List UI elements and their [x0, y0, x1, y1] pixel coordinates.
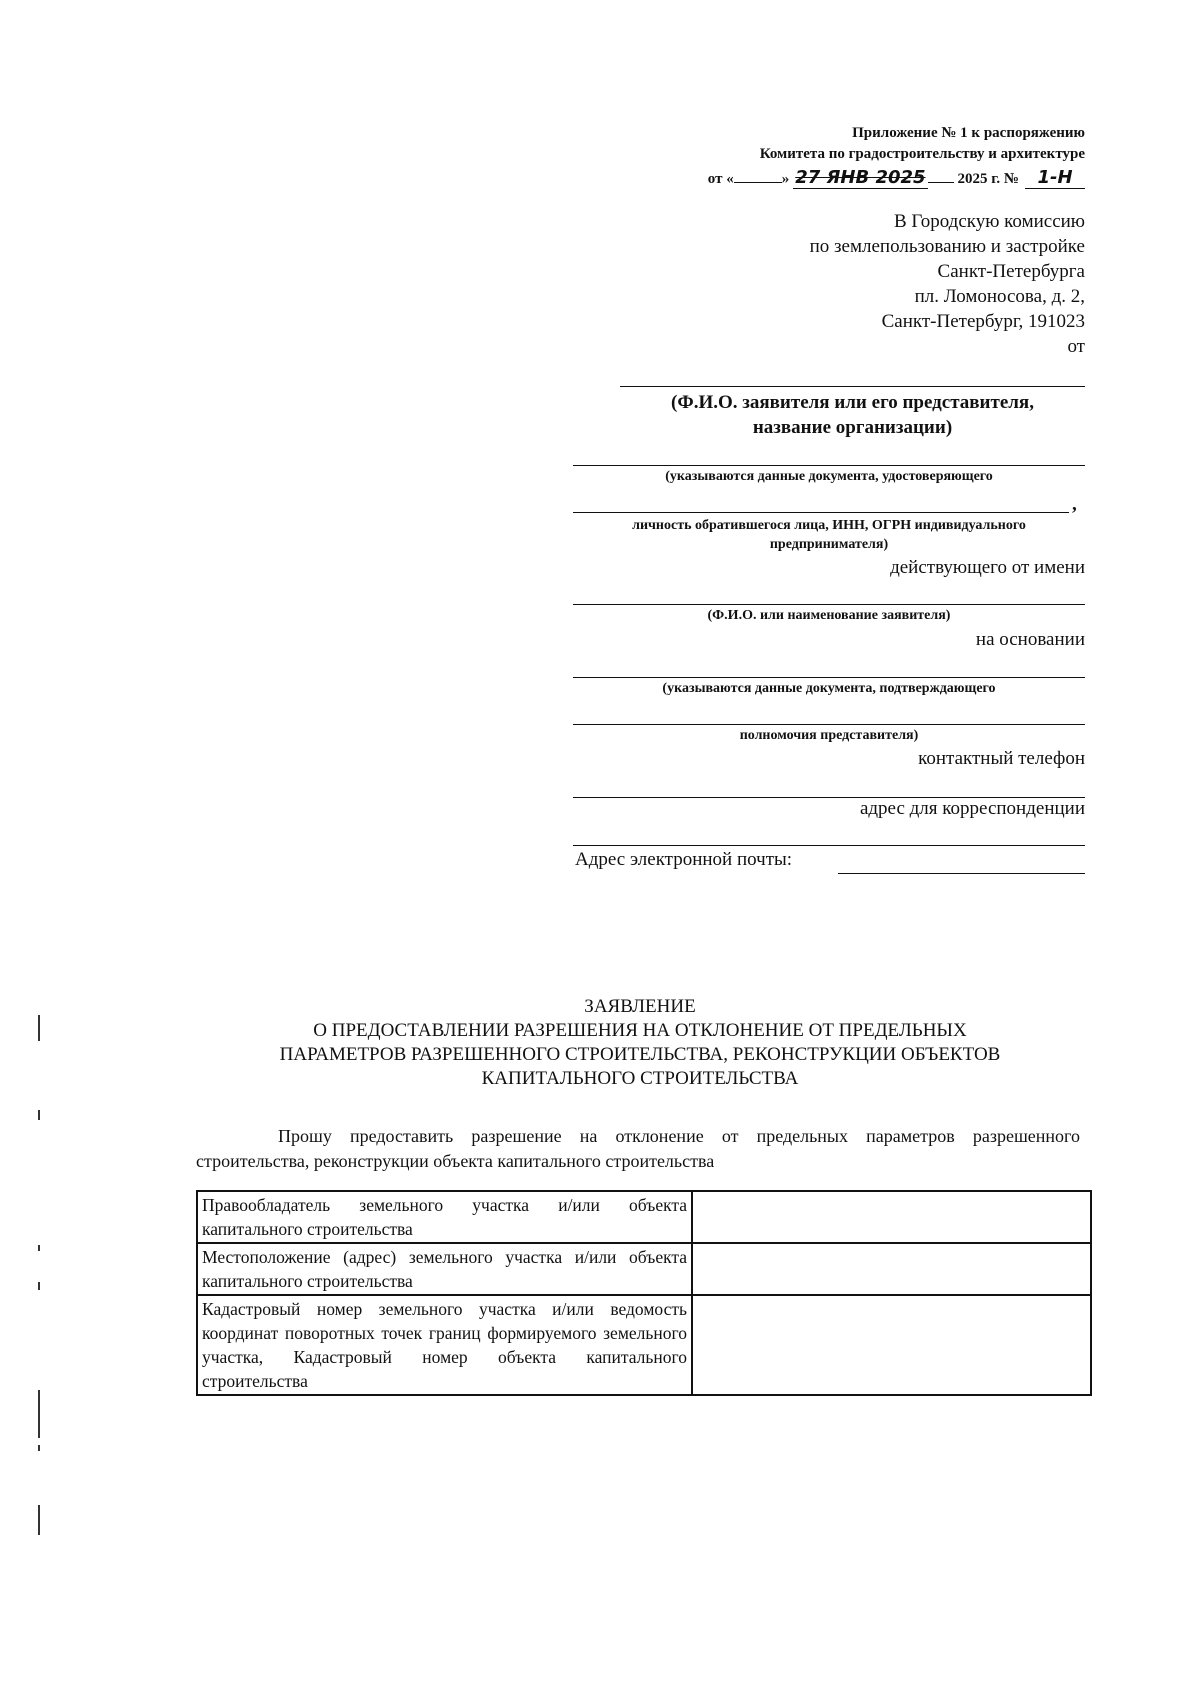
- addressee-line-1: В Городскую комиссию: [893, 211, 1085, 232]
- row-value-owner[interactable]: [692, 1191, 1091, 1243]
- acting-on-behalf: действующего от имени: [890, 557, 1085, 578]
- identity-comma: ,: [1072, 494, 1077, 515]
- number-handwritten: 1-Н: [1037, 167, 1073, 188]
- date-prefix: от «: [707, 171, 734, 187]
- addressee-line-6: от: [1067, 336, 1085, 357]
- appendix-line-1: Приложение № 1 к распоряжению: [852, 125, 1085, 141]
- table-row: [197, 1191, 1091, 1243]
- table-row: [197, 1243, 1091, 1295]
- identity-doc-line-1[interactable]: [573, 465, 1085, 466]
- addressee-line-2: по землепользованию и застройке: [809, 236, 1085, 257]
- date-mid: »: [781, 171, 790, 187]
- scan-mark: [38, 1390, 40, 1438]
- addressee-line-5: Санкт-Петербург, 191023: [881, 311, 1085, 332]
- email-label: Адрес электронной почты:: [575, 849, 793, 870]
- fio-caption: [620, 390, 1085, 440]
- row-label-location: Местоположение (адрес) земельного участка и/или объекта капитального строительства: [197, 1243, 692, 1295]
- mail-address-line[interactable]: [573, 845, 1085, 846]
- identity-caption-line-3: предпринимателя): [769, 537, 889, 552]
- document-title: [180, 995, 1100, 1091]
- fio-caption-line-2: название организации): [752, 417, 953, 438]
- identity-doc-caption-2: [573, 516, 1085, 554]
- scan-mark: [38, 1245, 40, 1251]
- date-blank-tail: [928, 168, 954, 183]
- identity-doc-line-2[interactable]: [573, 512, 1069, 513]
- row-label-cadastral: Кадастровый номер земельного участка и/или ведомость координат поворотных точек границ формируемого земельного участка, Кадастровый номер объекта капитального строительства: [197, 1295, 692, 1395]
- title-line-1: ЗАЯВЛЕНИЕ: [584, 996, 696, 1017]
- day-blank[interactable]: [734, 168, 782, 183]
- appendix-header: [605, 123, 1085, 165]
- mail-address-label: адрес для корреспонденции: [859, 798, 1085, 819]
- scan-mark: [38, 1505, 40, 1535]
- title-line-3: ПАРАМЕТРОВ РАЗРЕШЕННОГО СТРОИТЕЛЬСТВА, РЕКОНСТРУКЦИИ ОБЪЕКТОВ: [279, 1044, 1001, 1065]
- email-line[interactable]: [838, 873, 1085, 874]
- basis-label: на основании: [975, 629, 1085, 650]
- addressee-line-3: Санкт-Петербурга: [937, 261, 1085, 282]
- appendix-date-line: [708, 167, 1085, 189]
- row-value-cadastral[interactable]: [692, 1295, 1091, 1395]
- row-value-location[interactable]: [692, 1243, 1091, 1295]
- addressee-block: [605, 209, 1085, 359]
- row-label-owner: Правообладатель земельного участка и/или объекта капитального строительства: [197, 1191, 692, 1243]
- request-paragraph: [196, 1124, 1080, 1174]
- phone-label: контактный телефон: [918, 748, 1085, 769]
- fio-field-line[interactable]: [620, 386, 1085, 387]
- application-table: [196, 1190, 1092, 1396]
- scan-mark: [38, 1282, 40, 1290]
- applicant-name-line[interactable]: [573, 604, 1085, 605]
- appendix-line-2: Комитета по градостроительству и архитектуре: [759, 146, 1085, 162]
- scan-mark: [38, 1445, 40, 1451]
- request-text: Прошу предоставить разрешение на отклонение от предельных параметров разрешенного строительства, реконструкции объекта капитального строительства: [196, 1126, 1080, 1171]
- title-line-4: КАПИТАЛЬНОГО СТРОИТЕЛЬСТВА: [481, 1068, 799, 1089]
- date-stamp: [793, 167, 927, 189]
- applicant-caption: (Ф.И.О. или наименование заявителя): [707, 608, 951, 623]
- scan-mark: [38, 1110, 40, 1120]
- fio-caption-line-1: (Ф.И.О. заявителя или его представителя,: [671, 392, 1034, 413]
- number-field[interactable]: [1025, 167, 1085, 189]
- table-row: [197, 1295, 1091, 1395]
- authority-caption-2: полномочия представителя): [739, 728, 919, 743]
- authority-caption-1: (указываются данные документа, подтверждающего: [662, 681, 996, 696]
- scan-mark: [38, 1015, 40, 1041]
- identity-doc-caption-1: (указываются данные документа, удостоверяющего: [665, 469, 993, 484]
- title-line-2: О ПРЕДОСТАВЛЕНИИ РАЗРЕШЕНИЯ НА ОТКЛОНЕНИЕ ОТ ПРЕДЕЛЬНЫХ: [313, 1020, 967, 1041]
- identity-caption-line-2: личность обратившегося лица, ИНН, ОГРН индивидуального: [632, 518, 1026, 533]
- addressee-line-4: пл. Ломоносова, д. 2,: [914, 286, 1085, 307]
- authority-doc-line-1[interactable]: [573, 677, 1085, 678]
- date-handwritten: 27 ЯНВ 2025: [795, 167, 926, 188]
- date-year: 2025 г. №: [957, 171, 1019, 187]
- authority-doc-line-2[interactable]: [573, 724, 1085, 725]
